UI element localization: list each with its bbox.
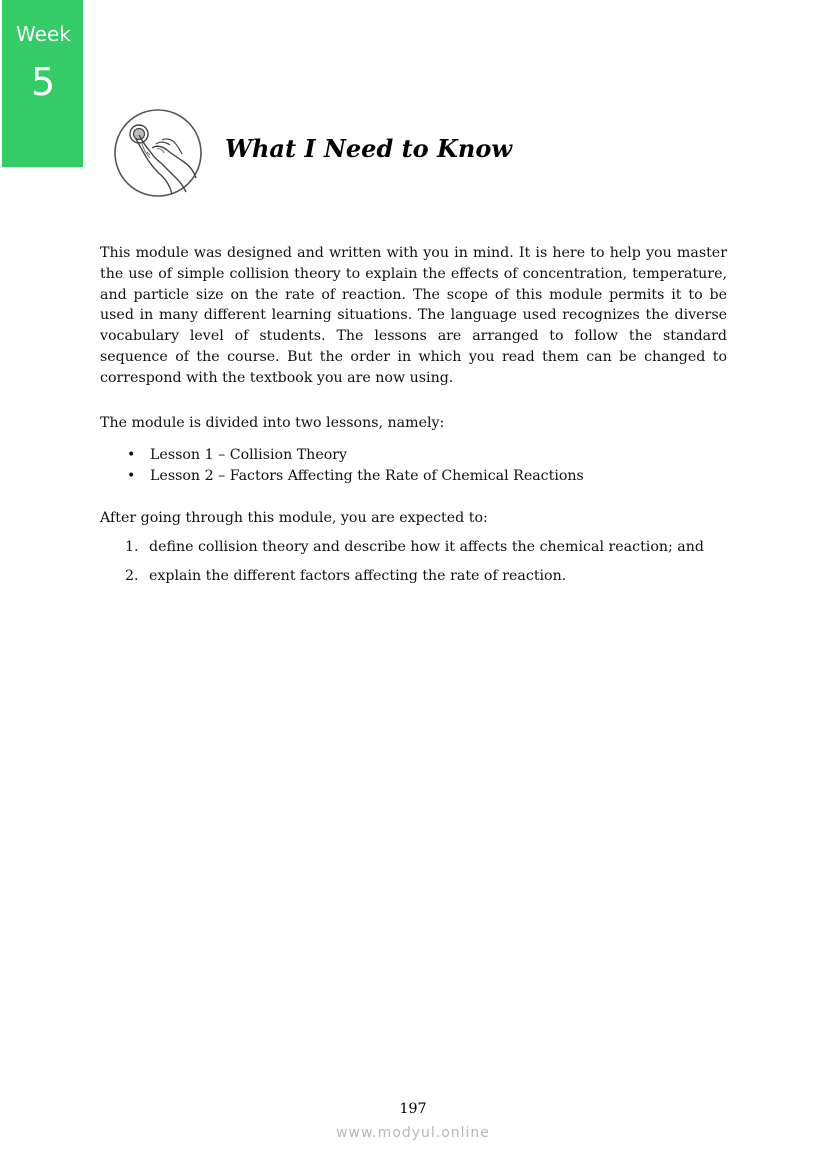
intro-paragraph: This module was designed and written with you in mind. It is here to help you master the use of simple collision theory to explain the effects of concentration, temperature, and particle size on the rate of reaction. The scope of this module permits it to be used in many different learning situations. The language used recognizes the diverse vocabulary level of students. The lessons are arranged to follow the standard sequence of the course. But the order in which you read them can be changed to correspond with the textbook you are now using.	[100, 245, 727, 386]
lesson-item-1: Lesson 1 – Collision Theory	[150, 447, 348, 463]
objective-text-1: define collision theory and describe how it affects the chemical reaction; and	[149, 539, 704, 555]
hand-pointing-icon	[112, 108, 204, 198]
objective-text-2: explain the different factors affecting the rate of reaction.	[149, 568, 567, 584]
bullet-icon: •	[127, 468, 136, 484]
lessons-lead: The module is divided into two lessons, namely:	[100, 415, 445, 431]
lesson-item-2: Lesson 2 – Factors Affecting the Rate of Chemical Reactions	[150, 468, 584, 484]
list-item	[100, 466, 584, 487]
list-item	[100, 445, 584, 466]
section-title: What I Need to Know	[225, 134, 513, 163]
week-number: 5	[31, 60, 56, 104]
objectives-lead: After going through this module, you are expected to:	[100, 510, 488, 526]
objective-number-1: 1.	[125, 539, 139, 555]
list-item	[100, 566, 704, 595]
list-item	[100, 537, 704, 566]
watermark: www.modyul.online	[336, 1125, 490, 1141]
objective-number-2: 2.	[125, 568, 139, 584]
bullet-icon: •	[127, 447, 136, 463]
week-label: Week	[16, 22, 71, 46]
lessons-list	[100, 445, 584, 487]
week-tab	[2, 0, 83, 167]
objectives-list	[100, 537, 704, 595]
page-number: 197	[399, 1101, 427, 1117]
